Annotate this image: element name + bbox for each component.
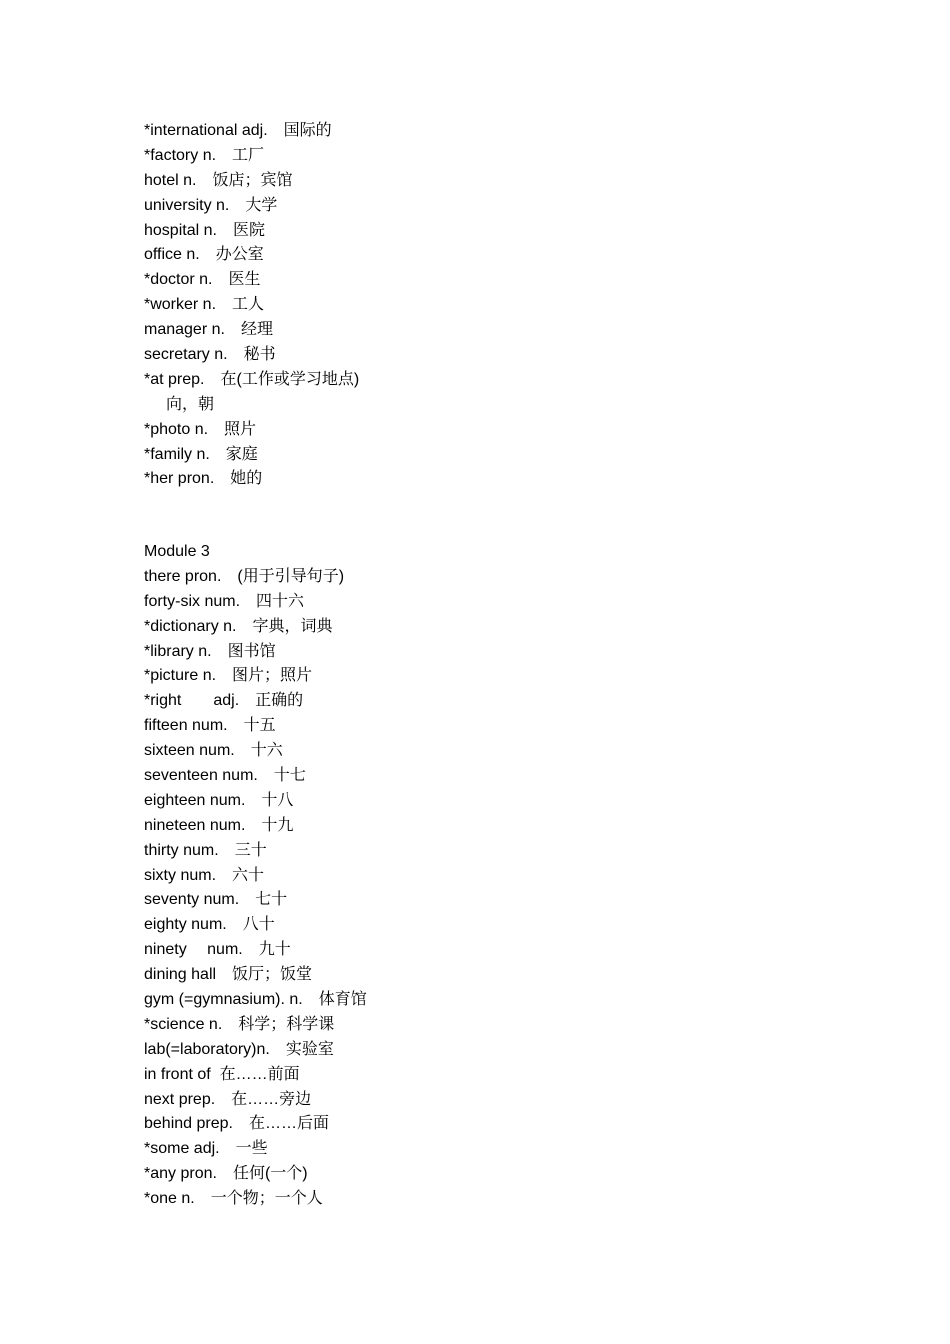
vocab-entry-hospital: hospital n. 医院 bbox=[144, 221, 265, 239]
vocab-entry-seventeen: seventeen num. 十七 bbox=[144, 767, 306, 785]
vocab-entry-lab: lab(=laboratory)n. 实验室 bbox=[144, 1040, 334, 1058]
vocab-entry-doctor: *doctor n. 医生 bbox=[144, 271, 261, 289]
vocab-entry-family: *family n. 家庭 bbox=[144, 445, 258, 463]
vocab-entry-worker: *worker n. 工人 bbox=[144, 296, 265, 314]
vocab-entry-gym: gym (=gymnasium). n. 体育馆 bbox=[144, 991, 367, 1009]
vocab-entry-international: *international adj. 国际的 bbox=[144, 122, 332, 139]
vocab-entry-eighty: eighty num. 八十 bbox=[144, 916, 275, 934]
vocab-entry-library: *library n. 图书馆 bbox=[144, 642, 276, 660]
vocab-entry-photo: *photo n. 照片 bbox=[144, 420, 257, 438]
vocab-entry-seventy: seventy num. 七十 bbox=[144, 891, 288, 909]
vocab-entry-there: there pron. (用于引导句子) bbox=[144, 567, 345, 585]
vocabulary-list-section-1 bbox=[144, 119, 844, 492]
vocab-entry-manager: manager n. 经理 bbox=[144, 321, 273, 339]
vocab-entry-factory: *factory n. 工厂 bbox=[144, 146, 265, 164]
vocab-entry-one: *one n. 一个物；一个人 bbox=[144, 1190, 323, 1208]
vocab-entry-dictionary: *dictionary n. 字典，词典 bbox=[144, 617, 333, 635]
vocab-entry-hotel: hotel n. 饭店；宾馆 bbox=[144, 171, 293, 189]
vocab-entry-secretary: secretary n. 秘书 bbox=[144, 346, 276, 364]
vocab-entry-sixteen: sixteen num. 十六 bbox=[144, 742, 283, 760]
vocab-entry-right: *right adj. 正确的 bbox=[144, 692, 304, 710]
vocab-entry-office: office n. 办公室 bbox=[144, 246, 264, 264]
vocab-entry-science: *science n. 科学；科学课 bbox=[144, 1015, 335, 1033]
vocab-entry-eighteen: eighteen num. 十八 bbox=[144, 791, 294, 809]
vocab-entry-dining-hall: dining hall 饭厅；饭堂 bbox=[144, 966, 313, 984]
vocab-entry-at: *at prep. 在(工作或学习地点) bbox=[144, 370, 360, 388]
vocab-entry-picture: *picture n. 图片；照片 bbox=[144, 667, 313, 685]
vocab-entry-university: university n. 大学 bbox=[144, 196, 278, 214]
module-heading: Module 3 bbox=[144, 543, 210, 560]
vocab-entry-her: *her pron. 她的 bbox=[144, 470, 263, 488]
vocab-entry-ninety: ninety num. 九十 bbox=[144, 941, 291, 959]
vocab-entry-some: *some adj. 一些 bbox=[144, 1140, 268, 1158]
vocab-entry-any: *any pron. 任何(一个) bbox=[144, 1165, 308, 1183]
vocab-entry-behind: behind prep. 在……后面 bbox=[144, 1115, 329, 1133]
vocabulary-list-section-2 bbox=[144, 540, 844, 1212]
vocab-entry-forty-six: forty-six num. 四十六 bbox=[144, 592, 305, 610]
vocab-entry-thirty: thirty num. 三十 bbox=[144, 841, 267, 859]
vocab-entry-in-front-of: in front of 在……前面 bbox=[144, 1065, 300, 1083]
vocab-entry-fifteen: fifteen num. 十五 bbox=[144, 717, 276, 735]
vocab-entry-sixty: sixty num. 六十 bbox=[144, 866, 265, 884]
vocab-entry-next: next prep. 在……旁边 bbox=[144, 1090, 312, 1108]
vocab-entry-nineteen: nineteen num. 十九 bbox=[144, 816, 294, 834]
vocab-entry-at-continued: 向，朝 bbox=[166, 395, 215, 413]
